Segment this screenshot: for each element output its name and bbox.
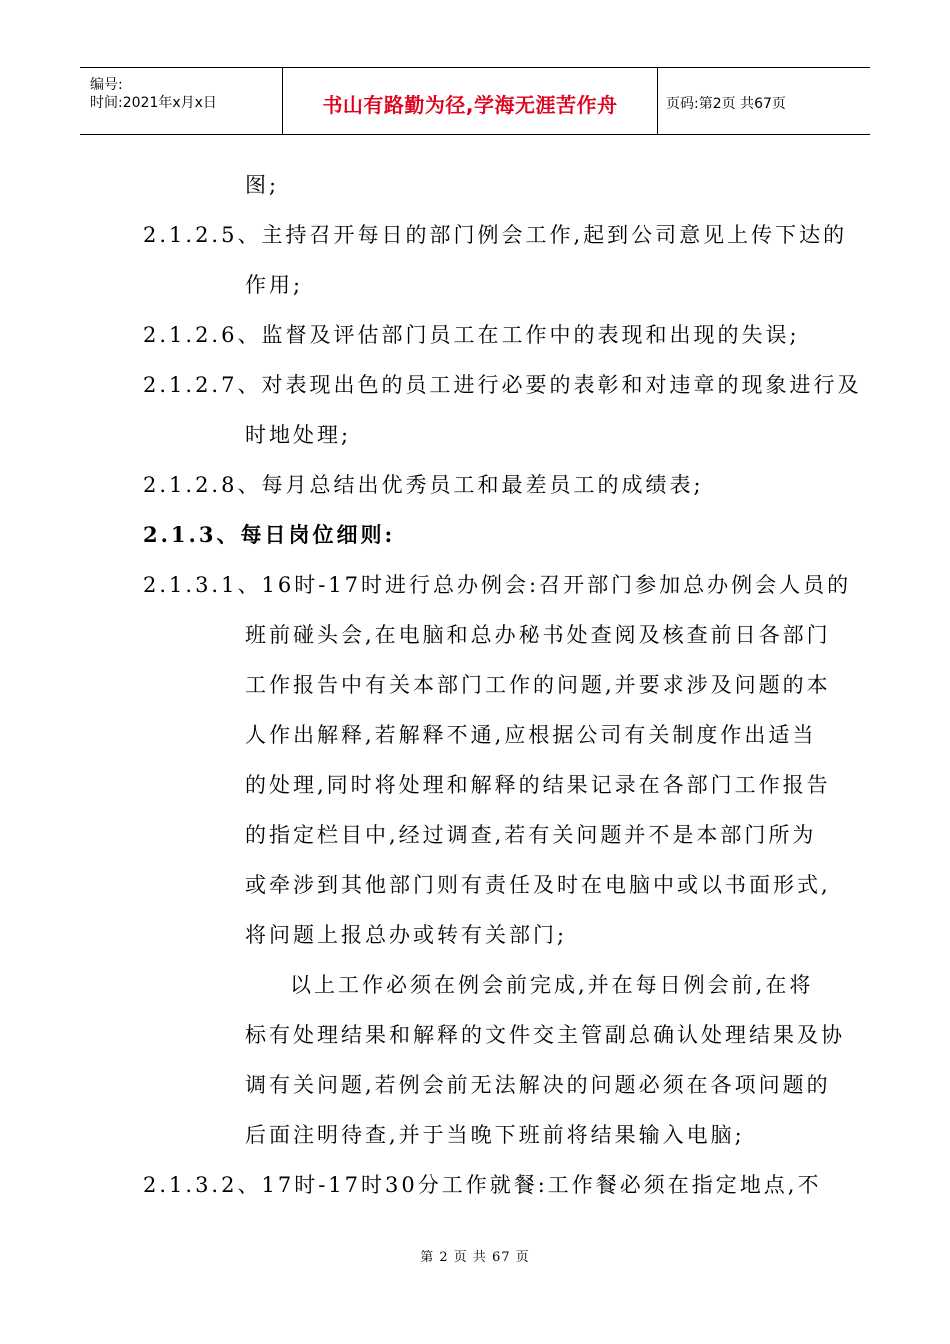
- body-line: 班前碰头会,在电脑和总办秘书处查阅及核查前日各部门: [245, 623, 831, 647]
- body-line: 标有处理结果和解释的文件交主管副总确认处理结果及协: [245, 1023, 845, 1047]
- document-number-label: 编号:: [90, 77, 123, 93]
- header-motto: 书山有路勤为径,学海无涯苦作舟: [322, 92, 618, 117]
- body-line: 人作出解释,若解释不通,应根据公司有关制度作出适当: [245, 723, 817, 747]
- page-footer: 第 2 页 共 67 页: [420, 1250, 530, 1265]
- body-line: 2.1.3.1、16时-17时进行总办例会:召开部门参加总办例会人员的: [143, 573, 852, 597]
- header-meta: [80, 68, 280, 134]
- body-line: 以上工作必须在例会前完成,并在每日例会前,在将: [290, 973, 814, 997]
- body-line: 调有关问题,若例会前无法解决的问题必须在各项问题的: [245, 1073, 831, 1097]
- body-line: 的指定栏目中,经过调查,若有关问题并不是本部门所为: [245, 823, 817, 847]
- body-line: 将问题上报总办或转有关部门;: [245, 923, 568, 947]
- body-line: 2.1.3.2、17时-17时30分工作就餐:工作餐必须在指定地点,不: [143, 1173, 822, 1197]
- header-motto-cell: [282, 68, 658, 134]
- body-line: 工作报告中有关本部门工作的问题,并要求涉及问题的本: [245, 673, 831, 697]
- body-line: 2.1.2.5、主持召开每日的部门例会工作,起到公司意见上传下达的: [143, 223, 848, 247]
- body-line: 图;: [245, 173, 280, 197]
- body-line: 或牵涉到其他部门则有责任及时在电脑中或以书面形式,: [245, 873, 831, 897]
- body-line: 的处理,同时将处理和解释的结果记录在各部门工作报告: [245, 773, 831, 797]
- header-page-indicator: 页码:第2页 共67页: [666, 96, 786, 112]
- body-line: 作用;: [245, 273, 304, 297]
- body-line: 2.1.2.7、对表现出色的员工进行必要的表彰和对违章的现象进行及: [143, 373, 862, 397]
- body-line: 后面注明待查,并于当晚下班前将结果输入电脑;: [245, 1123, 745, 1147]
- body-line: 时地处理;: [245, 423, 352, 447]
- body-line: 2.1.2.8、每月总结出优秀员工和最差员工的成绩表;: [143, 473, 704, 497]
- section-heading: 2.1.3、每日岗位细则:: [143, 522, 396, 547]
- document-date-label: 时间:2021年x月x日: [90, 95, 217, 111]
- page-header: [80, 67, 870, 135]
- body-line: 2.1.2.6、监督及评估部门员工在工作中的表现和出现的失误;: [143, 323, 800, 347]
